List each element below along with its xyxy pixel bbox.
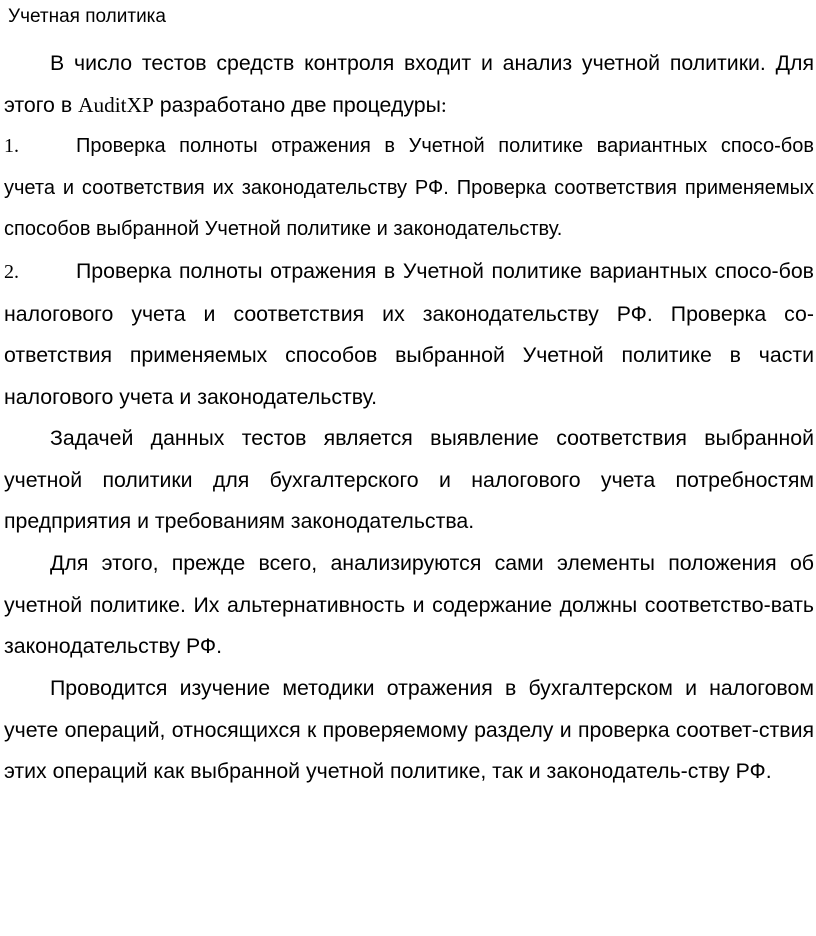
list-item-1 xyxy=(4,126,814,251)
paragraph-tasks: Задачей данных тестов является выявление соответствия выбранной учетной политики для бухгалтерского и налогового учета потребностям предприятия и требованиям законодательства. xyxy=(4,426,814,533)
intro-text-start: В число тестов средств контроля входит и анализ учетной политики. Для этого в xyxy=(4,51,814,117)
intro-paragraph xyxy=(4,43,814,126)
intro-colon: : xyxy=(440,92,447,117)
list-text-2: Проверка полноты отражения в Учетной политике вариантных спосо-бов налогового учета и соответствия их законодательству РФ. Проверка со-ответствия применяемых способов выбранной Учетной политике в части налогового учета и законодательству. xyxy=(4,259,814,409)
list-text-1: Проверка полноты отражения в Учетной политике вариантных спосо-бов учета и соответствия их законодательству РФ. Проверка соответствия применяемых способов выбранной Учетной политике и законодательству. xyxy=(4,135,814,240)
auditxp-product-name: AuditXP xyxy=(78,92,154,117)
paragraph-elements: Для этого, прежде всего, анализируются сами элементы положения об учетной политике. Их альтернативность и содержание должны соответство-вать законодательству РФ. xyxy=(4,551,814,658)
page-title: Учетная политика xyxy=(8,6,166,27)
list-item-2 xyxy=(4,251,814,418)
paragraph-methodology: Проводится изучение методики отражения в бухгалтерском и налоговом учете операций, относящихся к проверяемому разделу и проверка соответ-ствия этих операций как выбранной учетной политике, так и законодатель-ству РФ. xyxy=(4,676,814,783)
list-number-2: 2. xyxy=(4,261,19,283)
list-number-1: 1. xyxy=(4,135,19,157)
intro-text-end: разработано две процедуры xyxy=(153,92,441,117)
